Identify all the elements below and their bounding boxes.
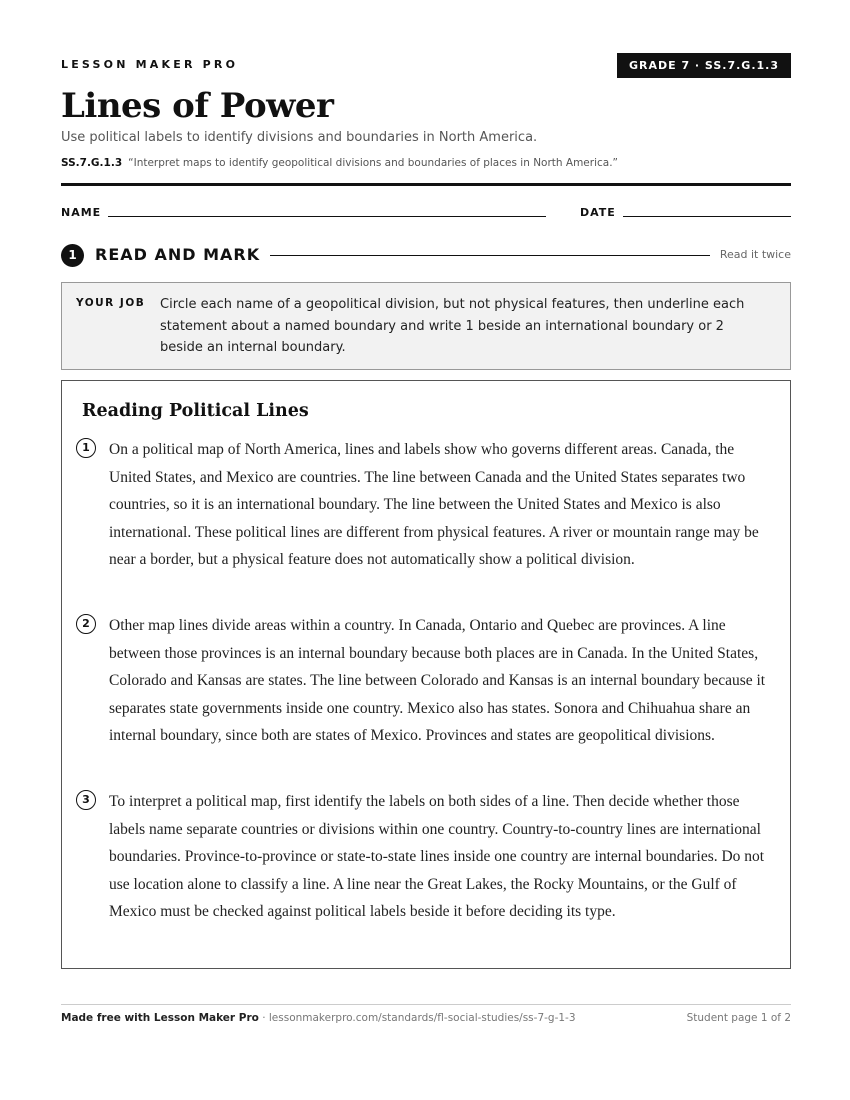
grade-badge: GRADE 7 · SS.7.G.1.3	[617, 53, 791, 78]
footer-divider	[61, 1004, 791, 1005]
name-field[interactable]	[108, 216, 546, 217]
paragraph-number: 1	[76, 438, 96, 458]
name-label: NAME	[61, 206, 102, 219]
page-title: Lines of Power	[61, 86, 334, 126]
footer-page-number: Student page 1 of 2	[686, 1012, 791, 1024]
worksheet-page	[61, 0, 791, 1100]
paragraph-text: On a political map of North America, lines and labels show who governs different areas. Canada, the United States, and Mexico are countries. The line between Canada and the United States separates two countries, so it is an international boundary. The line between the United States and Mexico is also international. These political lines are different from physical features. A river or mountain range may be near a border, but a physical feature does not automatically show a political division.	[109, 441, 759, 568]
instructions-box	[61, 282, 791, 370]
footer-url[interactable]: · lessonmakerpro.com/standards/fl-social-studies/ss-7-g-1-3	[258, 1012, 576, 1024]
reading-title: Reading Political Lines	[82, 401, 309, 421]
footer-credit	[61, 1012, 576, 1024]
section-number: 1	[61, 244, 84, 267]
footer-made-with: Made free with Lesson Maker Pro	[61, 1012, 259, 1024]
standard-line	[61, 157, 618, 169]
brand-name: LESSON MAKER PRO	[61, 58, 239, 71]
paragraph-text: Other map lines divide areas within a country. In Canada, Ontario and Quebec are provinces. A line between those provinces is an internal boundary because both places are in Canada. In the United States, Colorado and Kansas are states. The line between Colorado and Kansas is an internal boundary because it separates state governments inside one country. Mexico also has states. Sonora and Chihuahua share an internal boundary, since both are states of Mexico. Provinces and states are geopolitical divisions.	[109, 617, 766, 744]
page-subtitle: Use political labels to identify divisions and boundaries in North America.	[61, 130, 538, 145]
paragraph-number: 2	[76, 614, 96, 634]
header-divider	[61, 183, 791, 186]
paragraph-text: To interpret a political map, first identify the labels on both sides of a line. Then decide whether those labels name separate countries or divisions within one country. Country-to-country lines are international boundaries. Province-to-province or state-to-state lines inside one country are internal boundaries. Do not use location alone to classify a line. A line near the Great Lakes, the Rocky Mountains, or the Gulf of Mexico must be checked against political labels beside it before deciding its type.	[109, 793, 765, 920]
instructions-label: YOUR JOB	[76, 297, 146, 309]
paragraph-number: 3	[76, 790, 96, 810]
reading-passage	[61, 380, 791, 969]
date-field[interactable]	[623, 216, 791, 217]
instructions-text: Circle each name of a geopolitical division, but not physical features, then underline each statement about a named boundary and write 1 beside an international boundary or 2 beside an internal boundary.	[160, 297, 745, 355]
date-label: DATE	[580, 206, 616, 219]
section-note: Read it twice	[719, 248, 791, 261]
standard-text: “Interpret maps to identify geopolitical divisions and boundaries of places in North America.”	[128, 157, 618, 169]
section-rule	[270, 255, 710, 256]
section-title: READ AND MARK	[95, 245, 261, 264]
section-header	[61, 243, 791, 269]
standard-code: SS.7.G.1.3	[61, 157, 123, 169]
